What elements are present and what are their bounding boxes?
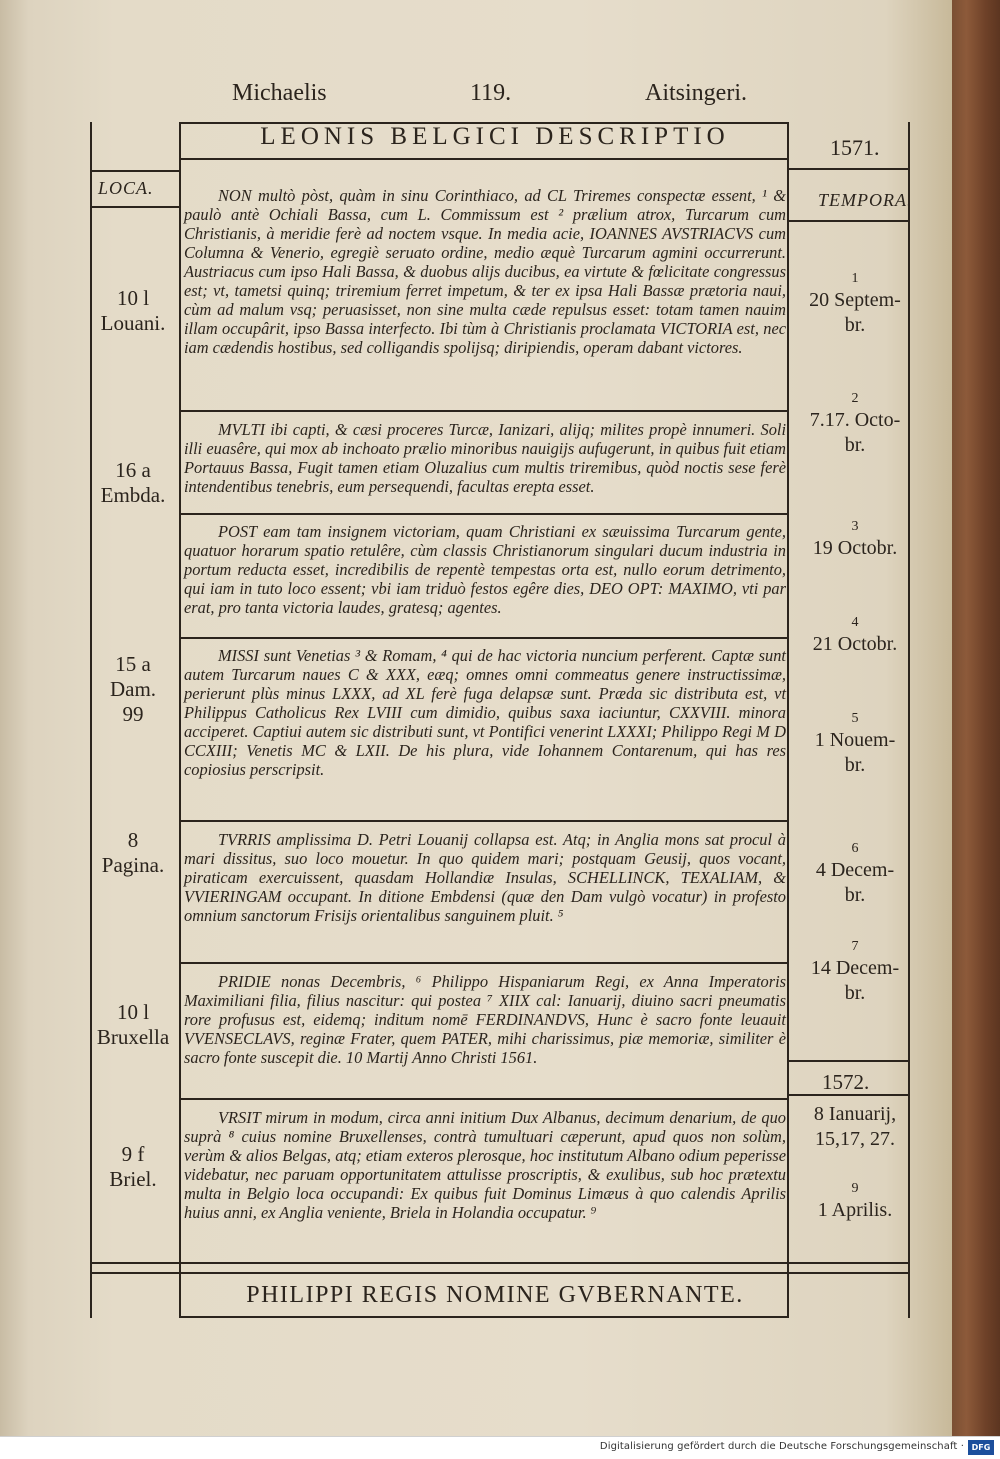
running-head-left: Michaelis [232,80,327,106]
loca-column-header: LOCA. [98,178,154,198]
rule-tempora-header-bottom [787,220,908,222]
tempora-entry-8: 8 Ianuarij, 15,17, 27. [813,1103,897,1150]
paragraph-7: VRSIT mirum in modum, circa anni initium Dux Albanus, decimum denarium, de quo suprà ⁸ cuius nomine Bruxellenses, contrà tumultuari cæperunt, apud quos non solùm, verùm & alios Belgas, atq; etiam exteros plerosque, hoc institutum Albano odium peperisse videbatur, nec paruam opportunitatem attulisse proscriptis, & exulibus, sub hoc prætextu multa in Belgio loca occupandi: Ex quibus fuit Dominus Limæus à quo calendis Aprilis huius anni, ex Anglia veniente, Briela in Holandia occupatur. ⁹ [184,1108,786,1222]
loca-entry-bruxella: 10 l Bruxella [96,1000,170,1049]
rule-para-6 [179,1098,787,1100]
rule-para-2 [179,513,787,515]
rule-para-3 [179,637,787,639]
rule-under-title [179,158,787,160]
tempora-column-header: TEMPORA. [818,190,913,210]
year-1572: 1572. [822,1070,870,1094]
rule-bottom-3 [179,1316,787,1318]
rule-loca-header [90,170,179,172]
paragraph-3: POST eam tam insignem victoriam, quam Christiani ex sæuissima Turcarum gente, quatuor horarum spatio retulêre, cùm classis Christianorum singulari ducum industria in portum reducta esset, incredibilis de repentè tempestas orta est, nullo eorum detrimento, qui iam in tuto loco essent; vbi iam triduò festos egêre dies, DEO OPT: MAXIMO, vti par erat, pro tanta victoria laudes, gratesq; agentes. [184,522,786,617]
loca-entry-pagina: 8 Pagina. [101,828,165,877]
rule-loca-header-bottom [90,206,179,208]
paragraph-4: MISSI sunt Venetias ³ & Romam, ⁴ qui de hac victoria nuncium perferent. Captæ sunt autem Turcarum naues C & XXX, eæq; omnes omni commeatus genere instructissimæ, perierunt plùs minus LXXX, ad XL ferè fuga delapsæ sunt. Præda sic distributa est, vt Philippus Catholicus Rex LVIII cum dimidio, quibus saxa iaciuntur, CXXVIII. minora acciperet. Captiui autem sic distributi sunt, vt Pontifici venerint LXXXI; Philippo Regi M D CCXIII; Venetis MC & LXII. De his plura, vide Iohannem Contarenum, qui has res copiosius perscripsit. [184,646,786,779]
running-head-right: Aitsingeri. [645,80,747,106]
rule-bottom-1 [90,1262,908,1264]
tempora-entry-4: 4 21 Octobr. [812,615,898,655]
tempora-entry-1: 1 20 Septem- br. [809,271,901,336]
paragraph-5: TVRRIS amplissima D. Petri Louanij collapsa est. Atq; in Anglia mons sat procul à mari dissitus, suo loco mouetur. In quo quidem mari; postquam Geusij, quos vocant, piraticam exercuissent, quasdam Hollandiæ Insulas, SCHELLINCK, TEXALIAM, & VVIERINGAM occupant. In ditione Embdensi (quæ den Dam vulgò vocatur) in profesto omnium sanctorum Frisijs orientalibus sanguinem pluit. ⁵ [184,830,786,925]
rule-loca-right [179,122,181,1318]
paragraph-2: MVLTI ibi capti, & cæsi proceres Turcæ, Ianizari, alijq; milites propè innumeri. Soli illi euasêre, qui mox ab inchoato prælio minoribus nauigijs aufugerunt, in quibus fuit etiam Portauus Bassa, Fugit tamen etiam Oluzalius cum multis triremibus, quòd noctis sese ferè intendentibus tenebris, eum persequendi, facultas erepta esset. [184,420,786,496]
loca-entry-dam: 15 a Dam. 99 [109,652,157,726]
page-title: LEONIS BELGICI DESCRIPTIO [260,123,730,150]
tempora-entry-9: 9 1 Aprilis. [817,1181,893,1221]
tempora-entry-7: 7 14 Decem- br. [810,939,900,1004]
rule-tempora-header [787,168,908,170]
footer-credit: Digitalisierung gefördert durch die Deutsche Forschungsgemeinschaft · [599,1441,964,1452]
dfg-logo: DFG [968,1440,994,1455]
rule-para-1 [179,410,787,412]
tempora-entry-2: 2 7.17. Octo- br. [809,391,901,456]
rule-year-1572-top [787,1060,908,1062]
loca-entry-embda: 16 a Embda. [100,458,166,507]
rule-para-4 [179,820,787,822]
rule-para-5 [179,962,787,964]
paragraph-1: NON multò pòst, quàm in sinu Corinthiaco, ad CL Triremes conspectæ essent, ¹ & paulò antè Ochiali Bassa, cum L. Commissum est ² prælium atrox, Turcarum cum Christianis, à meridie ferè ad noctem vsque. In media acie, IOANNES AVSTRIACVS cum Columna & Venerio, egregiè seruato ordine, medio æquè Turcarum agmini occurrerunt. Austriacus cum ipso Hali Bassa, & duobus alijs ducibus, ea virtute & fœlicitate congressus est; vt, tametsi quinq; triremium ferret impetum, & ter ex ipsa Hali Bassæ prætoria naui, cùm ad malum vsq; peruasisset, non sine multa cæde repulsus esset: totam tamen nauim illam occupârit, ipso Bassa interfecto. Ibi tùm à Christianis proclamata VICTORIA est, nec iam cædendis hostibus, sed colligandis spolijsq; diripiendis, operam dabant victores. [184,186,786,357]
bottom-title: PHILIPPI REGIS NOMINE GVBERNANTE. [246,1282,744,1308]
footer-bar [0,1436,1000,1459]
paragraph-6: PRIDIE nonas Decembris, ⁶ Philippo Hispaniarum Regi, ex Anna Imperatoris Maximiliani filia, filius nascitur: qui postea ⁷ XIIX cal: Ianuarij, diuino sacri pneumatis rore profusus est, eidemq; inditum nomē FERDINANDVS, Hunc è sacro fonte leuauit VVENSECLAVS, reginæ Frater, quem PATER, mihi charissimus, piæ memoriæ, similiter è sacro fonte suscepit die. 10 Martij Anno Christi 1561. [184,972,786,1067]
tempora-entry-3: 3 19 Octobr. [812,519,898,559]
page-number: 119. [470,80,512,106]
book-binding-edge [952,0,1000,1436]
loca-entry-louani: 10 l Louani. [100,286,166,335]
loca-entry-briel: 9 f Briel. [109,1142,157,1191]
tempora-entry-5: 5 1 Nouem- br. [814,711,896,776]
tempora-entry-6: 6 4 Decem- br. [815,841,895,906]
year-1571: 1571. [830,135,880,160]
rule-bottom-2 [90,1272,908,1274]
